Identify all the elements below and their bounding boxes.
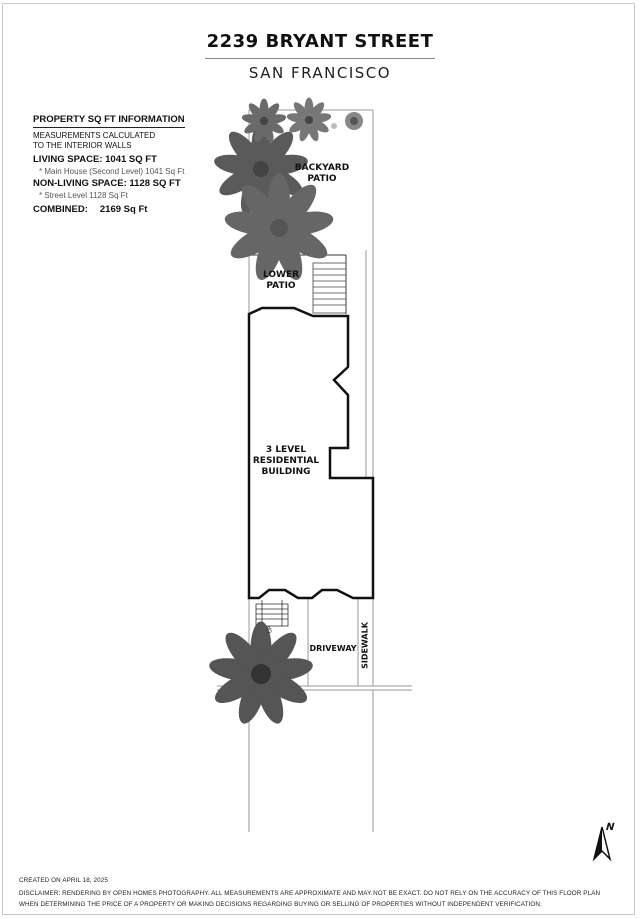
page-title: 2239 BRYANT STREET (206, 31, 434, 52)
disclaimer-line-1: DISCLAIMER: RENDERING BY OPEN HOMES PHOTOGRAPHY. ALL MEASUREMENTS ARE APPROXIMATE AND MAY NOT BE EXACT. DO NOT RELY ON THE ACCURACY OF THIS FLOOR PLAN (19, 890, 601, 897)
non-living-space-total: NON-LIVING SPACE: 1128 SQ FT (33, 178, 181, 189)
backyard-patio-label-line1: BACKYARD (294, 163, 350, 173)
building-label-line3: BUILDING (261, 467, 311, 477)
disclaimer-line-2: WHEN DETERMINING THE PRICE OF A PROPERTY OR MAKING DECISIONS REGARDING BUYING OR SELLING OF PROPERTIES WITHOUT INDEPENDENT VERIFICATION. (19, 901, 542, 908)
building-label-line2: RESIDENTIAL (252, 456, 320, 466)
created-date: CREATED ON APRIL 18, 2025 (19, 877, 108, 884)
building-label-line1: 3 LEVEL (265, 445, 307, 455)
lower-patio-label (252, 270, 310, 292)
measurement-caption-1: MEASUREMENTS CALCULATED (33, 131, 156, 140)
non-living-space-item: * Street Level 1128 Sq Ft (39, 191, 128, 200)
living-space-total: LIVING SPACE: 1041 SQ FT (33, 154, 157, 165)
lower-patio-label-line2: PATIO (266, 281, 296, 291)
living-space-item: * Main House (Second Level) 1041 Sq Ft (39, 167, 185, 176)
street-tree (207, 622, 314, 727)
backyard-patio-label-line2: PATIO (307, 174, 337, 184)
sidewalk-label: SIDEWALK (360, 622, 370, 669)
stairs-up-label: UP (267, 626, 274, 633)
lower-patio-label-line1: LOWER (262, 270, 300, 280)
shrub-small (331, 123, 337, 129)
combined-value: 2169 Sq Ft (99, 204, 148, 215)
combined-label: COMBINED: (33, 204, 88, 215)
back-stairs (313, 263, 346, 313)
shrub-3 (345, 112, 363, 130)
page-subtitle: SAN FRANCISCO (248, 64, 392, 82)
north-label: N (604, 822, 616, 833)
building-label (250, 445, 322, 478)
driveway-label: DRIVEWAY (309, 644, 357, 653)
backyard-patio-label (290, 163, 354, 185)
sqft-info-heading: PROPERTY SQ FT INFORMATION (33, 114, 185, 128)
measurement-caption-2: TO THE INTERIOR WALLS (33, 141, 132, 150)
